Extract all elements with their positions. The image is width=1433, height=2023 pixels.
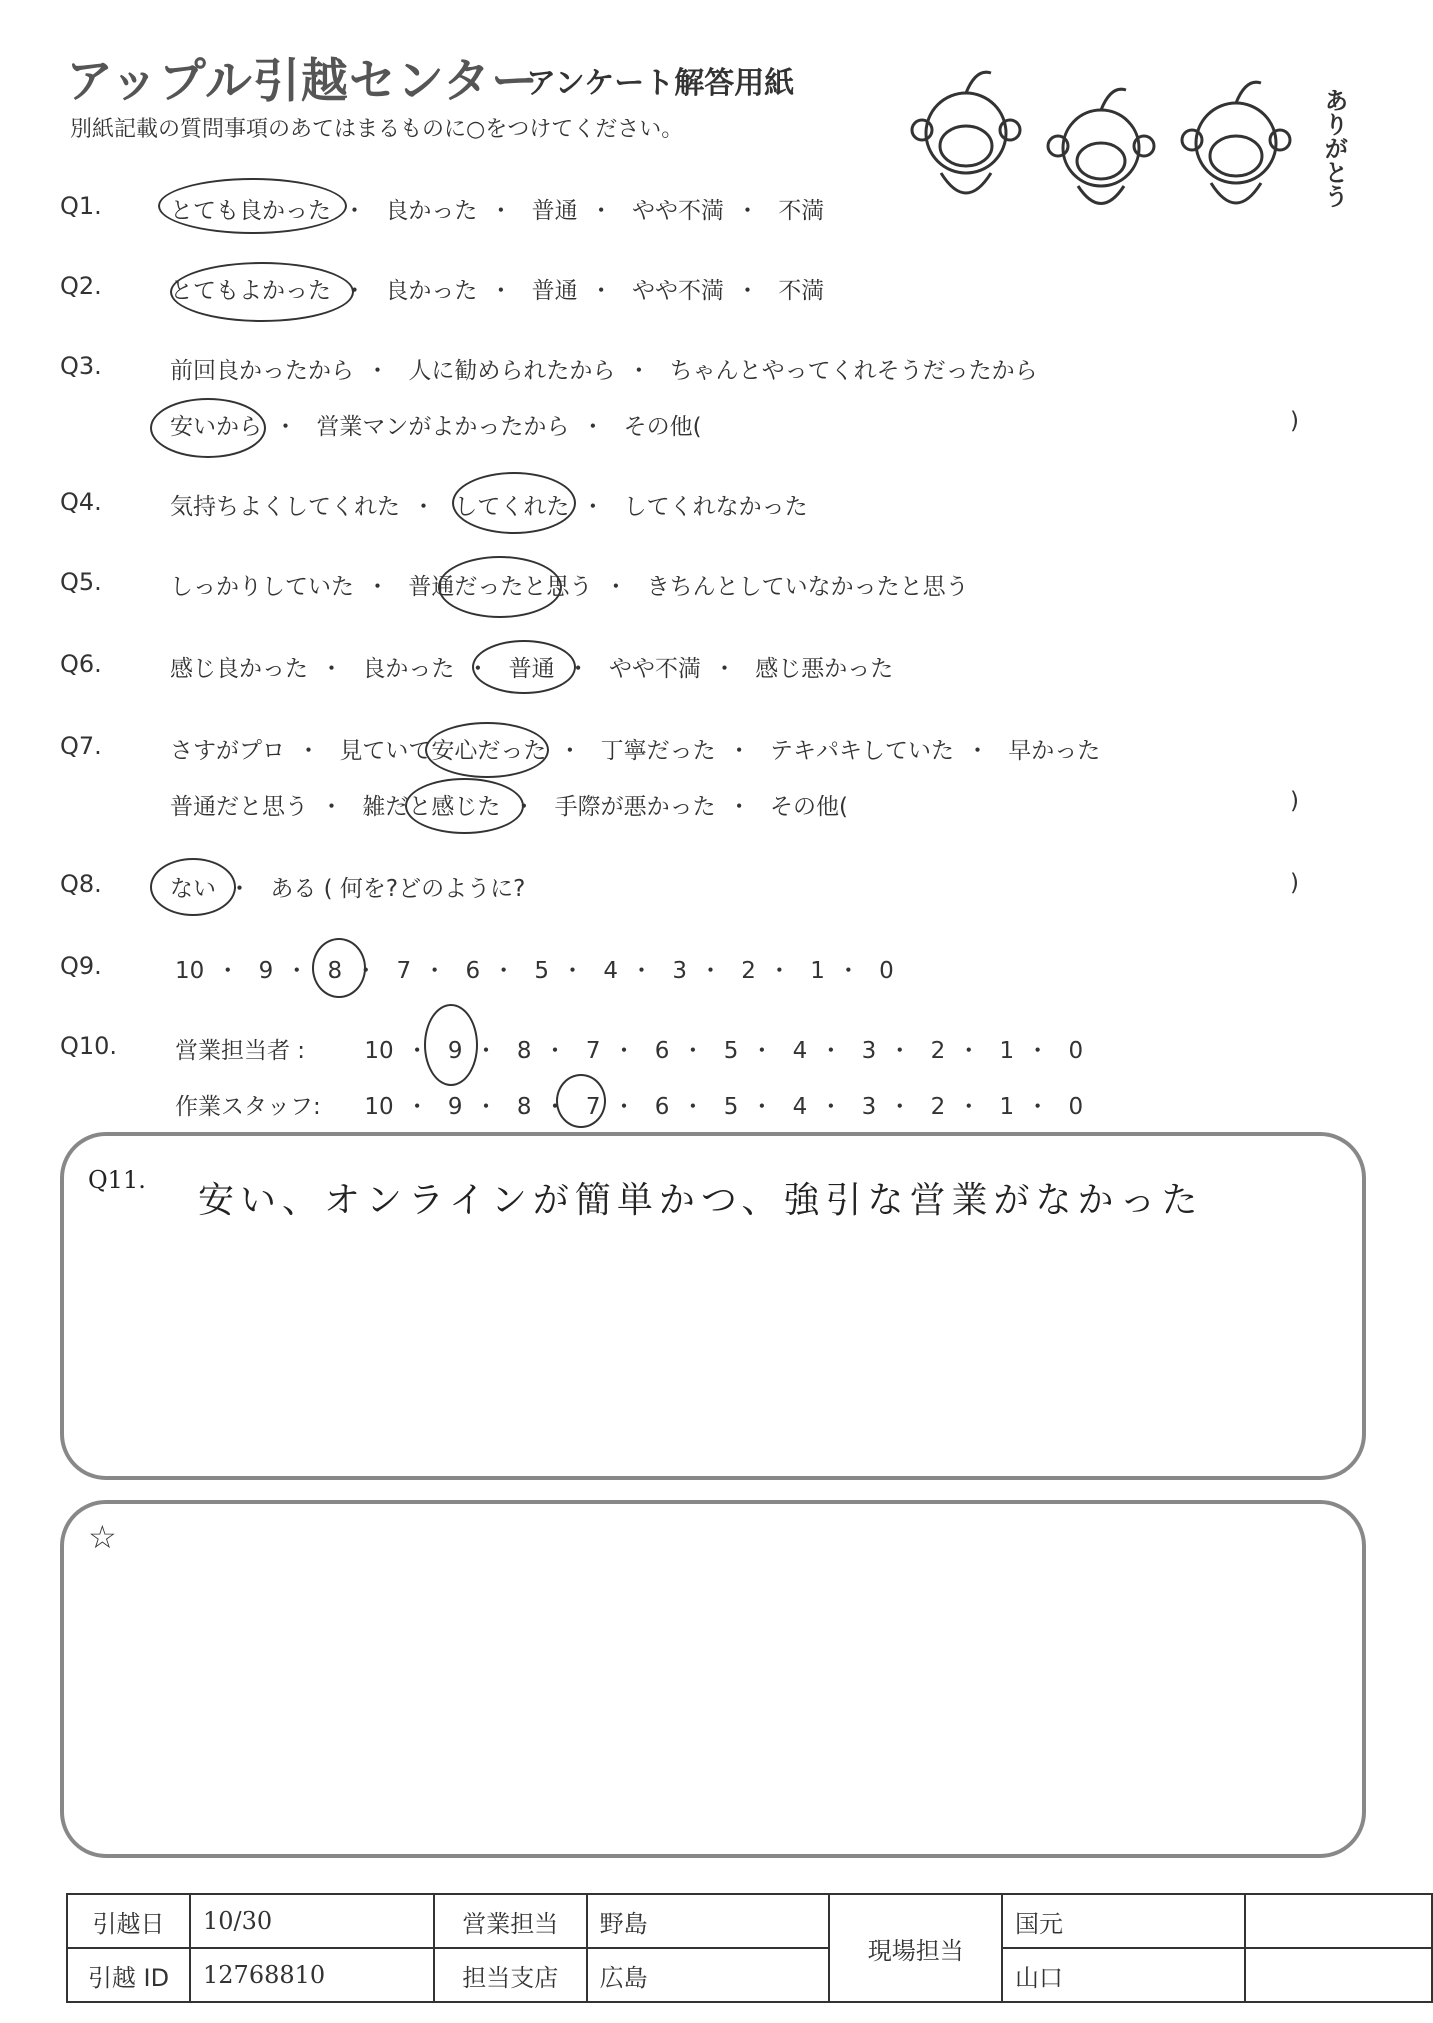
- q8-close-paren: ): [1290, 870, 1299, 896]
- move-date-label: 引越日: [67, 1894, 190, 1948]
- q10-sales-score[interactable]: 1: [999, 1038, 1015, 1064]
- q10-sales-score[interactable]: 7: [585, 1038, 601, 1064]
- q11-number: Q11.: [88, 1166, 146, 1194]
- thanks-text: ありがとう: [1320, 88, 1348, 208]
- q9-score[interactable]: 8: [327, 958, 343, 984]
- q4-options: 気持ちよくしてくれた ・ してくれた ・ してくれなかった: [170, 494, 808, 520]
- q2-option[interactable]: 不満: [778, 278, 825, 304]
- q3-number: Q3.: [60, 352, 102, 380]
- q2-number: Q2.: [60, 272, 102, 300]
- q7-option[interactable]: 早かった: [1008, 738, 1101, 764]
- q5-selection-circle: [438, 556, 562, 618]
- q6-option[interactable]: やや不満: [608, 656, 701, 682]
- q10-staff-score[interactable]: 9: [447, 1094, 463, 1120]
- q2-options: とてもよかった ・ 良かった ・ 普通 ・ やや不満 ・ 不満: [170, 278, 825, 304]
- q8-number: Q8.: [60, 870, 102, 898]
- q3-option[interactable]: 前回良かったから: [170, 358, 354, 384]
- q9-selection-circle: [312, 938, 366, 998]
- q7-option[interactable]: 雑だと感じた: [362, 794, 501, 820]
- q3-options-line2: 安いから ・ 営業マンがよかったから ・ その他(: [170, 414, 702, 440]
- q9-score[interactable]: 4: [603, 958, 618, 984]
- q9-number: Q9.: [60, 952, 102, 980]
- q1-option[interactable]: 不満: [778, 198, 825, 224]
- move-date-value: 10/30: [190, 1894, 434, 1948]
- q7-option[interactable]: 手際が悪かった: [554, 794, 716, 820]
- q6-number: Q6.: [60, 650, 102, 678]
- q1-options: とても良かった ・ 良かった ・ 普通 ・ やや不満 ・ 不満: [170, 198, 825, 224]
- q10-staff-row: 作業スタッフ: 10 ・ 9 ・ 8 ・ 7 ・ 6 ・ 5 ・ 4 ・ 3 ・ 2 ・ 1 ・ 0: [175, 1088, 1083, 1121]
- q9-score[interactable]: 2: [741, 958, 756, 984]
- q4-option[interactable]: 気持ちよくしてくれた: [170, 494, 400, 520]
- q10-sales-score[interactable]: 4: [792, 1038, 808, 1064]
- q7-option[interactable]: テキパキしていた: [769, 738, 954, 764]
- q10-staff-score[interactable]: 2: [930, 1094, 946, 1120]
- q4-option[interactable]: してくれた: [454, 494, 570, 520]
- q2-selection-circle: [170, 262, 354, 322]
- q10-sales-score[interactable]: 10: [364, 1038, 394, 1064]
- q7-number: Q7.: [60, 732, 102, 760]
- q10-staff-label: 作業スタッフ:: [175, 1094, 321, 1120]
- site-rep-label: 現場担当: [829, 1894, 1002, 2002]
- q3-option[interactable]: 安いから: [170, 414, 262, 440]
- q9-score[interactable]: 1: [810, 958, 825, 984]
- q3-option[interactable]: 営業マンがよかったから: [316, 414, 570, 440]
- q8-option-none[interactable]: ない: [170, 876, 216, 902]
- q7-close-paren: ): [1290, 788, 1299, 814]
- q9-score[interactable]: 0: [879, 958, 894, 984]
- q2-option[interactable]: とてもよかった: [170, 278, 331, 304]
- q10-number: Q10.: [60, 1032, 118, 1060]
- q4-selection-circle: [452, 472, 576, 534]
- q1-option[interactable]: 良かった: [385, 198, 478, 224]
- form-subtitle: アンケート解答用紙: [526, 66, 795, 101]
- q10-sales-row: 営業担当者 : 10 ・ 9 ・ 8 ・ 7 ・ 6 ・ 5 ・ 4 ・ 3 ・ 2 ・ 1 ・ 0: [175, 1032, 1083, 1065]
- q5-option[interactable]: しっかりしていた: [170, 574, 354, 600]
- q6-option[interactable]: 感じ良かった: [170, 656, 308, 682]
- q7-selection-circle-2: [405, 778, 524, 834]
- q5-option[interactable]: きちんとしていなかったと思う: [646, 574, 969, 600]
- q10-staff-score[interactable]: 10: [364, 1094, 394, 1120]
- q6-option[interactable]: 普通: [508, 656, 555, 682]
- q1-option[interactable]: とても良かった: [170, 198, 331, 224]
- q7-option[interactable]: 普通だと思う: [170, 794, 308, 820]
- q6-options: 感じ良かった ・ 良かった ・ 普通 ・ やや不満 ・ 感じ悪かった: [170, 656, 894, 682]
- q8-option-some[interactable]: ある ( 何を?どのように?: [270, 876, 526, 902]
- q2-option[interactable]: 良かった: [385, 278, 478, 304]
- q7-options-line2: 普通だと思う ・ 雑だと感じた ・ 手際が悪かった ・ その他(: [170, 794, 848, 820]
- q7-option[interactable]: 丁寧だった: [600, 738, 716, 764]
- q4-option[interactable]: してくれなかった: [623, 494, 808, 520]
- move-info-table: [66, 1893, 1433, 2003]
- q10-staff-score[interactable]: 0: [1068, 1094, 1084, 1120]
- q6-selection-circle: [472, 640, 576, 694]
- q7-option[interactable]: 見ていて安心だった: [339, 738, 547, 764]
- q10-staff-score[interactable]: 4: [792, 1094, 808, 1120]
- move-id-label: 引越 ID: [67, 1948, 190, 2002]
- site-rep-extra-cell-1: [1245, 1894, 1432, 1948]
- monkey-2-icon: [1048, 89, 1154, 203]
- q10-staff-selection-circle: [556, 1074, 606, 1128]
- site-rep-value-1: 国元: [1002, 1894, 1245, 1948]
- q9-score[interactable]: 7: [396, 958, 412, 984]
- q9-scale: 10 ・ 9 ・ 8 ・ 7 ・ 6 ・ 5 ・ 4 ・ 3 ・ 2 ・ 1 ・ 0: [175, 958, 894, 984]
- star-icon: ☆: [88, 1518, 117, 1556]
- q2-option[interactable]: やや不満: [631, 278, 724, 304]
- branch-label: 担当支店: [434, 1948, 587, 2002]
- q7-options-line1: さすがプロ ・ 見ていて安心だった ・ 丁寧だった ・ テキパキしていた ・ 早かった: [170, 738, 1101, 764]
- q10-sales-label: 営業担当者 :: [175, 1038, 306, 1064]
- q10-sales-score[interactable]: 0: [1068, 1038, 1084, 1064]
- q10-sales-score[interactable]: 2: [930, 1038, 946, 1064]
- q10-sales-score[interactable]: 8: [516, 1038, 532, 1064]
- q10-staff-score[interactable]: 3: [861, 1094, 877, 1120]
- q6-option[interactable]: 良かった: [362, 656, 455, 682]
- site-rep-value-2: 山口: [1002, 1948, 1245, 2002]
- q4-number: Q4.: [60, 488, 102, 516]
- q1-option[interactable]: 普通: [531, 198, 578, 224]
- q8-selection-circle: [150, 858, 236, 916]
- q6-option[interactable]: 感じ悪かった: [755, 656, 894, 682]
- q10-staff-score[interactable]: 1: [999, 1094, 1015, 1120]
- site-rep-extra-cell-2: [1245, 1948, 1432, 2002]
- q9-score[interactable]: 5: [534, 958, 550, 984]
- q5-number: Q5.: [60, 568, 102, 596]
- q3-option-other[interactable]: その他(: [623, 414, 702, 440]
- q3-selection-circle: [150, 398, 266, 458]
- free-comment-box[interactable]: [60, 1500, 1366, 1858]
- q5-option[interactable]: 普通だったと思う: [408, 574, 593, 600]
- sales-rep-value: 野島: [587, 1894, 830, 1948]
- q2-option[interactable]: 普通: [531, 278, 578, 304]
- sales-rep-label: 営業担当: [434, 1894, 587, 1948]
- q7-option[interactable]: さすがプロ: [170, 738, 285, 764]
- q1-option[interactable]: やや不満: [631, 198, 724, 224]
- q3-option[interactable]: 人に勧められたから: [408, 358, 616, 384]
- q1-number: Q1.: [60, 192, 102, 220]
- q9-score[interactable]: 10: [175, 958, 205, 984]
- q3-option[interactable]: ちゃんとやってくれそうだったから: [669, 358, 1038, 384]
- q7-option-other[interactable]: その他(: [769, 794, 848, 820]
- q9-score[interactable]: 3: [672, 958, 687, 984]
- q10-staff-score[interactable]: 5: [723, 1094, 739, 1120]
- q10-staff-score[interactable]: 6: [654, 1094, 670, 1120]
- q11-handwritten-answer: 安い、オンラインが簡単かつ、強引な営業がなかった: [198, 1180, 1204, 1221]
- q10-staff-score[interactable]: 8: [516, 1094, 532, 1120]
- q3-close-paren: ): [1290, 408, 1299, 434]
- q10-sales-score[interactable]: 5: [723, 1038, 739, 1064]
- q10-staff-score[interactable]: 7: [585, 1094, 601, 1120]
- q10-sales-score[interactable]: 6: [654, 1038, 670, 1064]
- monkey-mascots-illustration: [886, 58, 1366, 228]
- q1-selection-circle: [158, 178, 347, 234]
- q9-score[interactable]: 9: [258, 958, 274, 984]
- q5-options: しっかりしていた ・ 普通だったと思う ・ きちんとしていなかったと思う: [170, 574, 969, 600]
- q7-selection-circle: [425, 722, 549, 778]
- form-title: アップル引越センター: [66, 54, 539, 109]
- q3-options-line1: 前回良かったから ・ 人に勧められたから ・ ちゃんとやってくれそうだったから: [170, 358, 1038, 384]
- instruction-text: 別紙記載の質問事項のあてはまるものに○をつけてください。: [70, 117, 684, 142]
- branch-value: 広島: [587, 1948, 830, 2002]
- q9-score[interactable]: 6: [465, 958, 481, 984]
- monkey-1-icon: [912, 72, 1020, 193]
- monkey-3-icon: [1182, 82, 1290, 203]
- q8-options: ない ・ ある ( 何を?どのように?: [170, 876, 526, 902]
- q10-sales-score[interactable]: 3: [861, 1038, 877, 1064]
- move-id-value: 12768810: [190, 1948, 434, 2002]
- q10-sales-selection-circle: [424, 1004, 478, 1086]
- q10-sales-score[interactable]: 9: [447, 1038, 463, 1064]
